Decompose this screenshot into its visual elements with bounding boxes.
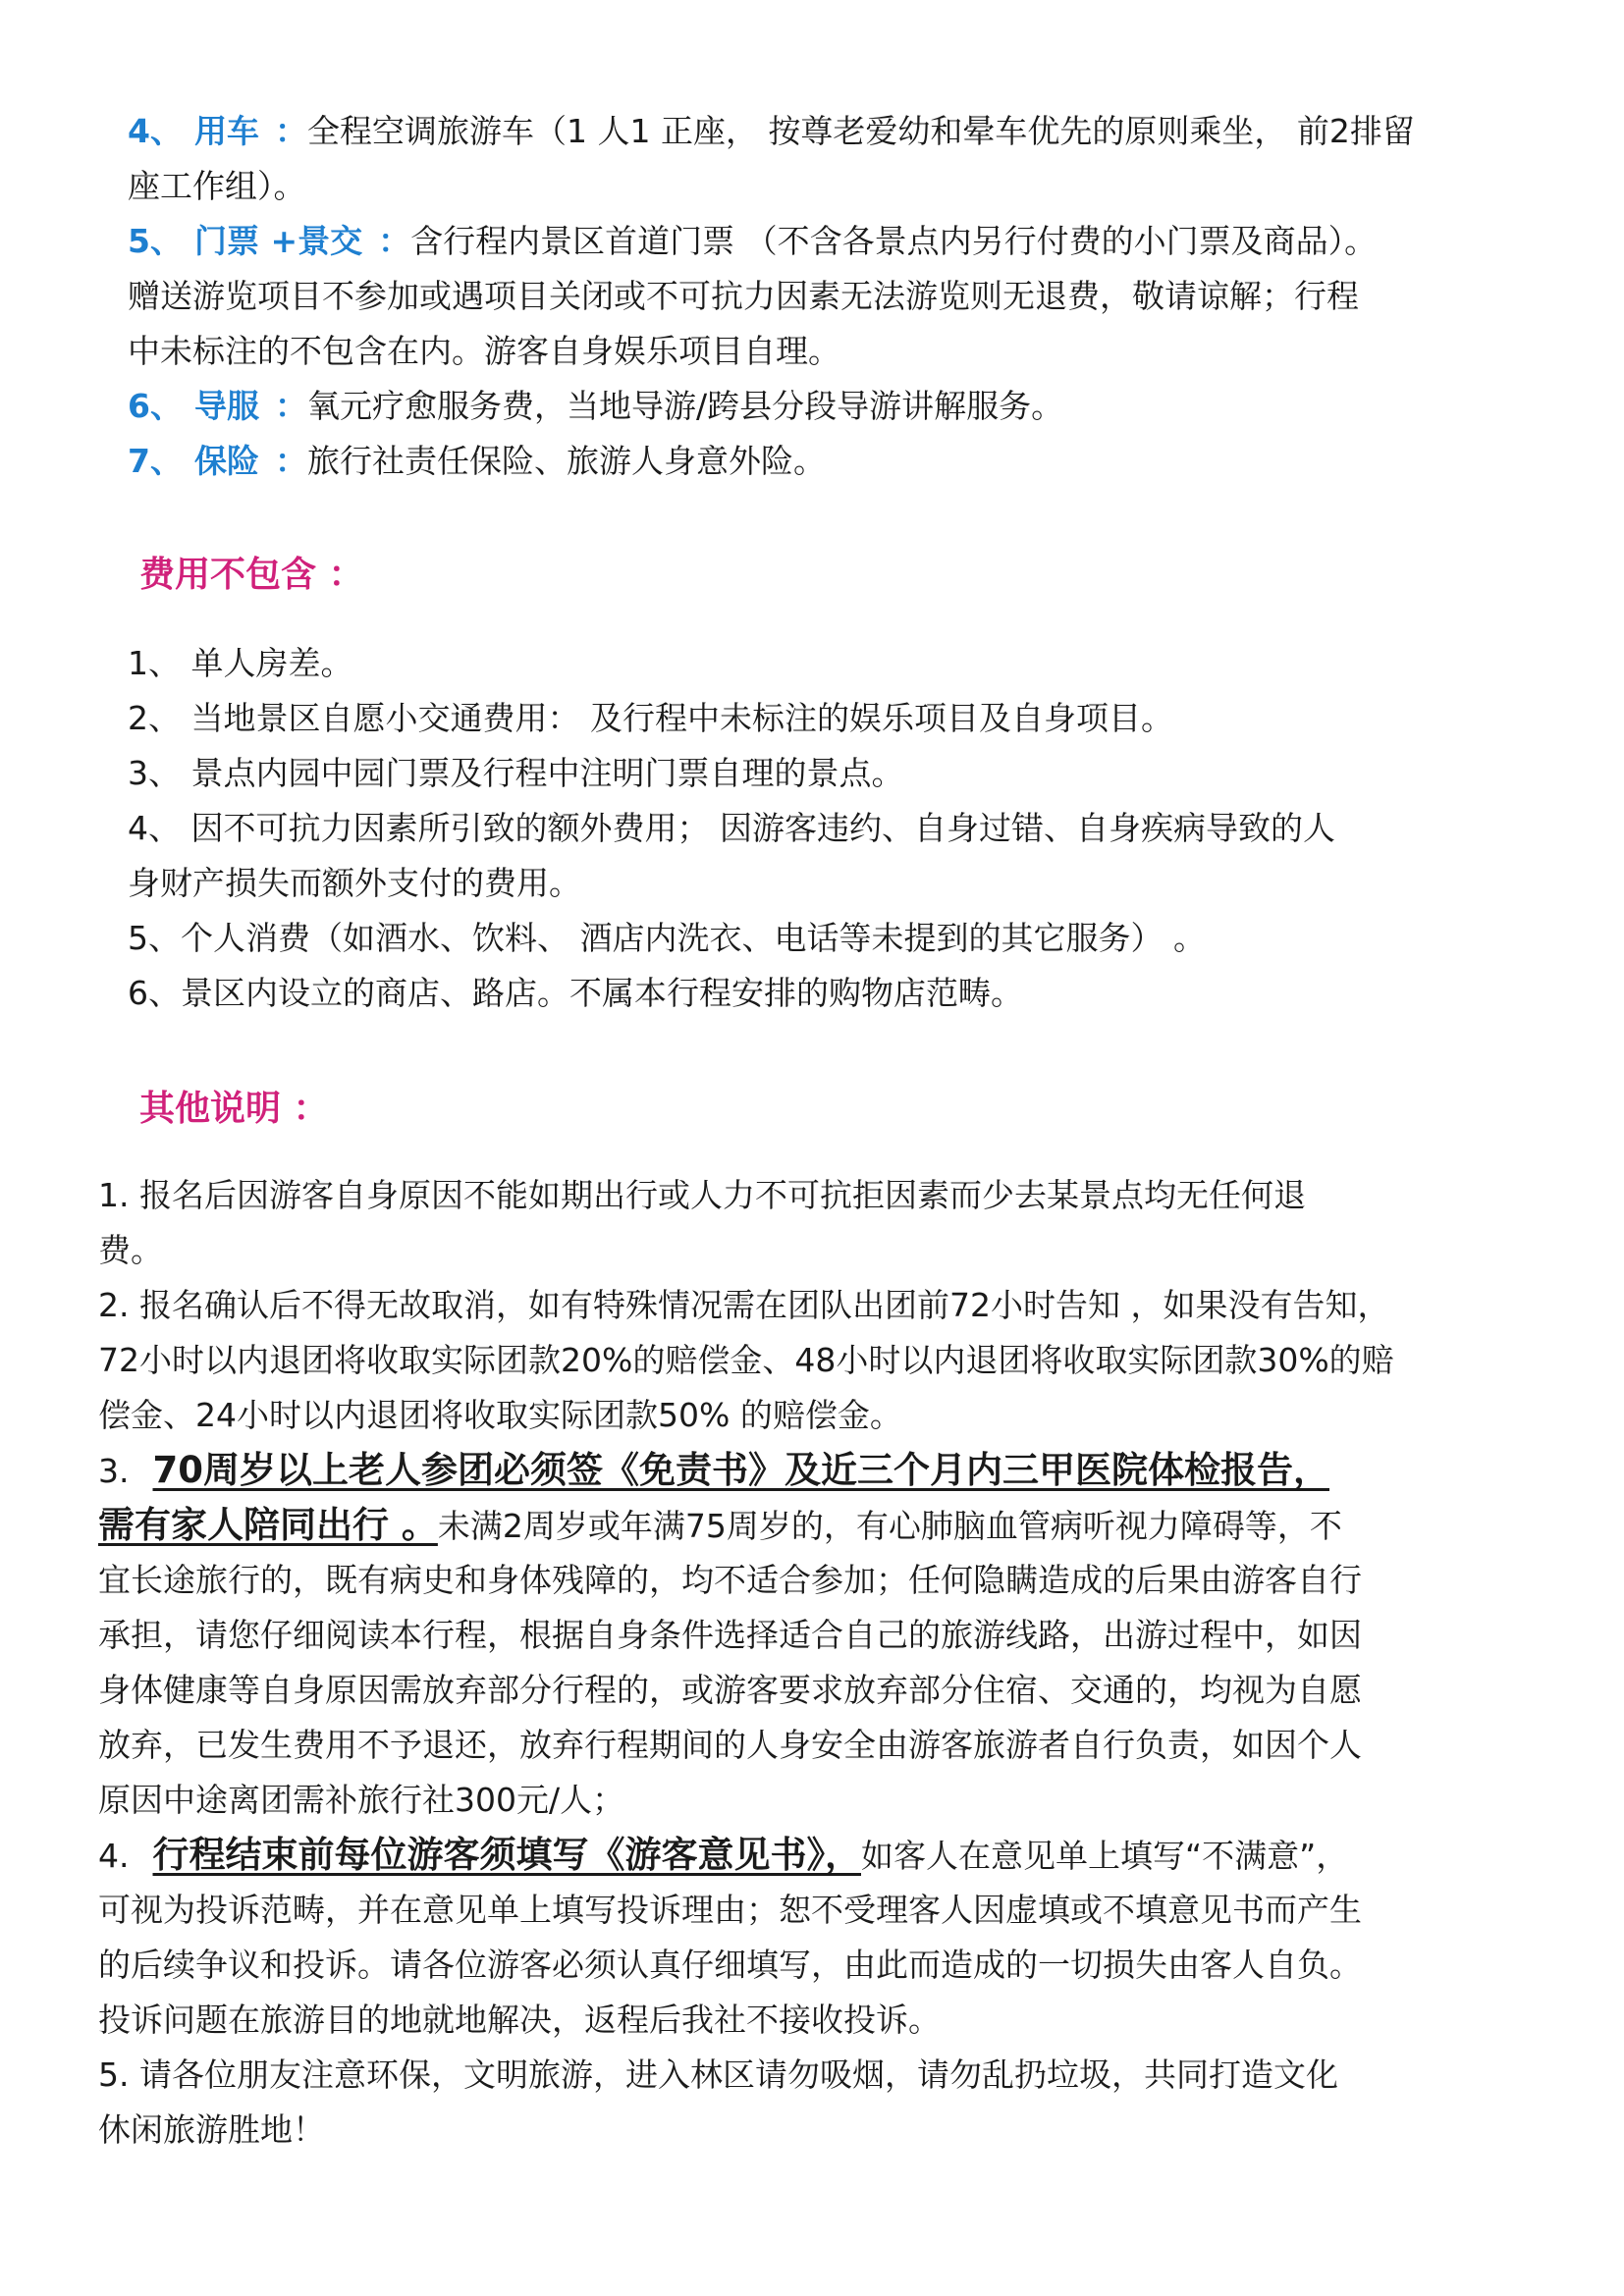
item-label: 保险 bbox=[193, 442, 259, 480]
item-label: 用车 bbox=[193, 112, 259, 150]
included-item-4: 4、 用车 ：全程空调旅游车（1 人1 正座， 按尊老爱幼和晕车优先的原则乘坐， 前2排留 bbox=[128, 112, 1415, 150]
notes-heading: 其他说明 ： bbox=[139, 1089, 329, 1129]
included-item-7: 7、 保险 ：旅行社责任保险、旅游人身意外险。 bbox=[128, 442, 826, 480]
note-5: 5. 请各位朋友注意环保，文明旅游，进入林区请勿吸烟，请勿乱扔垃圾，共同打造文化 bbox=[98, 2056, 1338, 2094]
notes-section: 1. 报名后因游客自身原因不能如期出行或人力不可抗拒因素而少去某景点均无任何退 费。 2. 报名确认后不得无故取消，如有特殊情况需在团队出团前72小时告知 ，如果没有告知， 72小时以内退团将收取实际团款20%的赔偿金、48小时以内退团将收取实际团款30%的赔 偿金、24小时以内退团将收取实际团款50% 的赔偿金。 3. 70周岁以上老人参团必须签《免责书》及近三个月内三甲医院体检报告， 需有家人陪同出行 。未满2周岁或年满75周岁的，有心肺脑血管病听视力障碍等，不 宜长途旅行的，既有病史和身体残障的，均不适合参加；任何隐瞒造成的后果由游客自行 承担，请您仔细阅读本行程，根据自身条件选择适合自己的旅游线路，出游过程中，如因 身体健康等自身原因需放弃部分行程的，或游客要求放弃部分住宿、交通的，均视为自愿 放弃，已发生费用不予退还，放弃行程期间的人身安全由游客旅游者自行负责，如因个人 原因中途离团需补旅行社300元/人； 4. 行程结束前每位游客须填写《游客意见书》，如客人在意见单上填写“不满意”， 可视为投诉范畴，并在意见单上填写投诉理由；恕不受理客人因虚填或不填意见书而产生 的后续争议和投诉。请各位游客必须认真仔细填写，由此而造成的一切损失由客人自负。 投诉问题在旅游目的地就地解决，返程后我社不接收投诉。 5. 请各位朋友注意环保，文明旅游，进入林区请勿吸烟，请勿乱扔垃圾，共同打造文化 休闲旅游胜地！ bbox=[98, 1168, 1542, 2158]
item-label: 导服 bbox=[193, 387, 259, 425]
item-label: 门票 +景交 bbox=[193, 222, 363, 260]
note-2: 2. 报名确认后不得无故取消，如有特殊情况需在团队出团前72小时告知 ，如果没有告知， bbox=[98, 1286, 1390, 1324]
note-1: 1. 报名后因游客自身原因不能如期出行或人力不可抗拒因素而少去某景点均无任何退 bbox=[98, 1176, 1306, 1214]
excluded-heading: 费用不包含 ： bbox=[139, 555, 364, 595]
included-item-6: 6、 导服 ：氧元疗愈服务费，当地导游/跨县分段导游讲解服务。 bbox=[128, 387, 1064, 425]
included-item-5: 5、 门票 +景交 ：含行程内景区首道门票 （不含各景点内另行付费的小门票及商品）。 bbox=[128, 222, 1378, 260]
note-4-emphasis: 行程结束前每位游客须填写《游客意见书》， bbox=[152, 1834, 861, 1876]
note-4: 4. 行程结束前每位游客须填写《游客意见书》，如客人在意见单上填写“不满意”， bbox=[98, 1834, 1349, 1876]
excluded-section: 1、 单人房差。 2、 当地景区自愿小交通费用： 及行程中未标注的娱乐项目及自身项目。 3、 景点内园中园门票及行程中注明门票自理的景点。 4、 因不可抗力因素所引致的额外费用； 因游客违约、自身过错、自身疾病导致的人 身财产损失而额外支付的费用。 5、个人消费（如酒水、饮料、 酒店内洗衣、电话等未提到的其它服务） 。 6、景区内设立的商店、路店。不属本行程安排的购物店范畴。 bbox=[128, 644, 1335, 1012]
note-3: 3. 70周岁以上老人参团必须签《免责书》及近三个月内三甲医院体检报告， bbox=[98, 1449, 1329, 1491]
included-section: 4、 用车 ：全程空调旅游车（1 人1 正座， 按尊老爱幼和晕车优先的原则乘坐， 前2排留 座工作组）。 5、 门票 +景交 ：含行程内景区首道门票 （不含各景点内另行付费的小门票及商品）。 赠送游览项目不参加或遇项目关闭或不可抗力因素无法游览则无退费，敬请谅解；行程 中未标注的不包含在内。游客自身娱乐项目自理。 6、 导服 ：氧元疗愈服务费，当地导游/跨县分段导游讲解服务。 7、 保险 ：旅行社责任保险、旅游人身意外险。 bbox=[128, 104, 1542, 489]
note-3-emphasis: 70周岁以上老人参团必须签《免责书》及近三个月内三甲医院体检报告， bbox=[152, 1449, 1329, 1491]
